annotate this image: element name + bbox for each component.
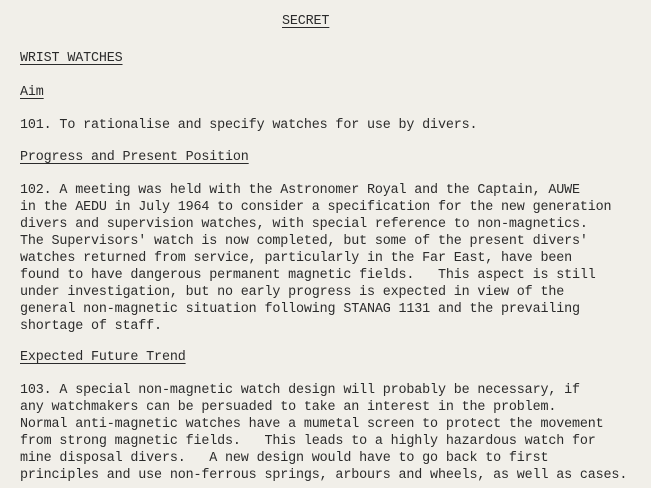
paragraph-103-line: Normal anti-magnetic watches have a mumetal screen to protect the movement bbox=[20, 417, 604, 432]
paragraph-102-line: divers and supervision watches, with special reference to non-magnetics. bbox=[20, 217, 588, 232]
paragraph-101-line: 101. To rationalise and specify watches for use by divers. bbox=[20, 118, 478, 133]
paragraph-103-line: 103. A special non-magnetic watch design will probably be necessary, if bbox=[20, 383, 580, 398]
paragraph-102-line: in the AEDU in July 1964 to consider a specification for the new generation bbox=[20, 200, 612, 215]
paragraph-103-line: from strong magnetic fields. This leads to a highly hazardous watch for bbox=[20, 434, 596, 449]
section-heading-aim: Aim bbox=[20, 85, 44, 100]
paragraph-102-line: watches returned from service, particularly in the Far East, have been bbox=[20, 251, 572, 266]
paragraph-102-line: under investigation, but no early progress is expected in view of the bbox=[20, 285, 565, 300]
section-heading-future-trend: Expected Future Trend bbox=[20, 350, 186, 365]
paragraph-102-line: The Supervisors' watch is now completed, but some of the present divers' bbox=[20, 234, 588, 249]
paragraph-102-line: 102. A meeting was held with the Astronomer Royal and the Captain, AUWE bbox=[20, 183, 580, 198]
paragraph-102-line: shortage of staff. bbox=[20, 319, 162, 334]
paragraph-102-line: general non-magnetic situation following STANAG 1131 and the prevailing bbox=[20, 302, 580, 317]
classification-marking: SECRET bbox=[282, 14, 330, 29]
document-title: WRIST WATCHES bbox=[20, 51, 123, 66]
paragraph-103-line: mine disposal divers. A new design would have to go back to first bbox=[20, 451, 549, 466]
paragraph-102-line: found to have dangerous permanent magnetic fields. This aspect is still bbox=[20, 268, 596, 283]
section-heading-progress: Progress and Present Position bbox=[20, 150, 249, 165]
paragraph-103-line: any watchmakers can be persuaded to take an interest in the problem. bbox=[20, 400, 557, 415]
paragraph-103-line: principles and use non-ferrous springs, arbours and wheels, as well as cases. bbox=[20, 468, 628, 483]
